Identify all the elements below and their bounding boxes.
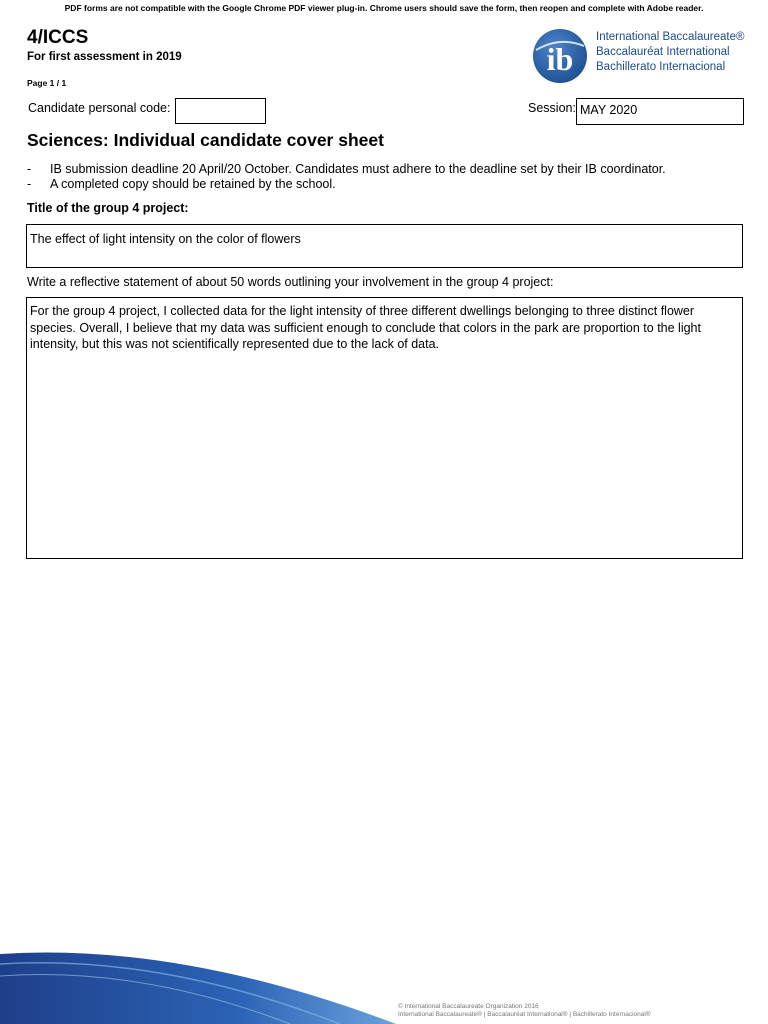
candidate-code-field[interactable] bbox=[175, 98, 266, 124]
list-item bbox=[27, 162, 666, 177]
session-field[interactable]: MAY 2020 bbox=[576, 98, 744, 125]
pdf-compatibility-notice: PDF forms are not compatible with the Google Chrome PDF viewer plug-in. Chrome users should save the form, then reopen and complete with Adobe reader. bbox=[64, 3, 704, 13]
footer-wave-graphic bbox=[0, 940, 768, 1024]
reflection-textarea[interactable]: For the group 4 project, I collected data for the light intensity of three different dwellings belonging to three distinct flower species. Overall, I believe that my data was sufficient enough to conclude that colors in the park are proportion to the light intensity, but this was not scientifically represented due to the lack of data. bbox=[26, 297, 743, 559]
reflection-label: Write a reflective statement of about 50 words outlining your involvement in the group 4 project: bbox=[27, 275, 554, 289]
ib-logo bbox=[530, 28, 760, 84]
sheet-title: Sciences: Individual candidate cover sheet bbox=[27, 130, 384, 150]
list-item bbox=[27, 177, 666, 192]
logo-line-3: Bachillerato Internacional bbox=[596, 61, 726, 73]
form-code: 4/ICCS bbox=[27, 27, 89, 48]
logo-line-2: Baccalauréat International bbox=[596, 46, 730, 58]
instruction-text: A completed copy should be retained by the school. bbox=[50, 177, 336, 191]
first-assessment-text: For first assessment in 2019 bbox=[27, 51, 182, 63]
project-title-field[interactable]: The effect of light intensity on the color of flowers bbox=[26, 224, 743, 268]
bullet-dash: - bbox=[27, 162, 32, 176]
logo-line-1: International Baccalaureate® bbox=[596, 31, 745, 43]
instruction-text: IB submission deadline 20 April/20 October. Candidates must adhere to the deadline set by their IB coordinator. bbox=[50, 162, 666, 176]
project-title-label: Title of the group 4 project: bbox=[27, 201, 189, 215]
footer-line-1: © International Baccalaureate Organization 2016 bbox=[398, 1003, 539, 1010]
ib-globe-icon bbox=[530, 28, 590, 84]
instruction-list bbox=[27, 162, 666, 192]
candidate-code-label: Candidate personal code: bbox=[28, 101, 171, 115]
session-label: Session: bbox=[528, 101, 576, 115]
bullet-dash: - bbox=[27, 177, 32, 191]
footer-line-2: International Baccalaureate® | Baccalauréat International® | Bachillerato Internacional® bbox=[398, 1011, 651, 1018]
svg-text:ib: ib bbox=[546, 41, 574, 77]
footer-copyright bbox=[398, 1003, 651, 1019]
page-number: Page 1 / 1 bbox=[27, 78, 67, 88]
